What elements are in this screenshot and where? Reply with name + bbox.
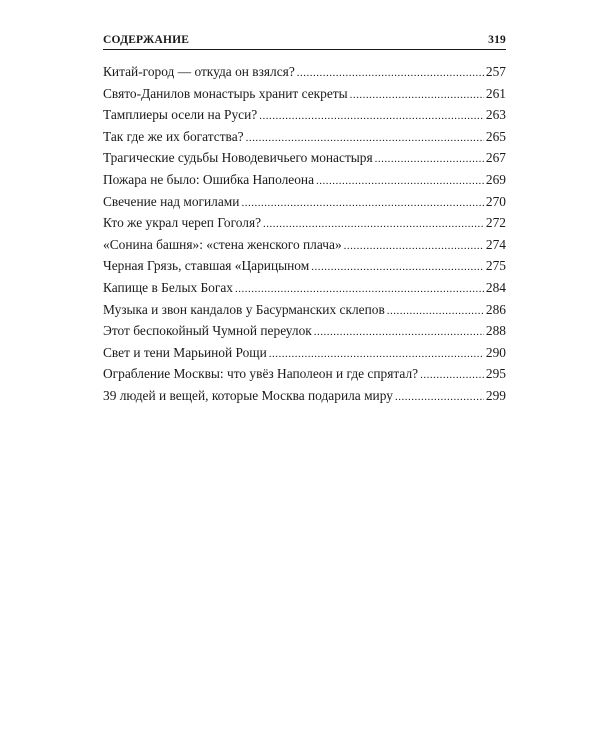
toc-entry-title: Трагические судьбы Новодевичьего монастыря [103,150,373,166]
toc-entry-title: Тамплиеры осели на Руси? [103,107,258,123]
toc-entry-page: 270 [485,193,506,209]
toc-entry-page: 288 [485,323,506,339]
toc-entry [103,62,506,84]
toc-entry [103,127,506,149]
toc-entry-title: Черная Грязь, ставшая «Царицыном [103,258,310,274]
toc-entry-page: 265 [485,128,506,144]
toc-entry-title: Ограбление Москвы: что увёз Наполеон и где спрятал? [103,366,419,382]
toc-entry [103,148,506,170]
toc-entry-page: 263 [485,107,506,123]
toc-entry [103,364,506,386]
toc-entry-title: 39 людей и вещей, которые Москва подарила миру [103,387,393,403]
toc-entry-page: 272 [485,215,506,231]
toc-entry-page: 269 [485,171,506,187]
dot-leader [311,257,484,278]
toc-entry-page: 275 [485,258,506,274]
dot-leader [350,85,484,106]
toc-entry-title: Музыка и звон кандалов у Басурманских склепов [103,301,385,317]
book-page [103,34,506,408]
dot-leader [263,214,484,235]
toc-entry [103,170,506,192]
toc-entry-title: Кто же украл череп Гоголя? [103,215,262,231]
toc-entry [103,321,506,343]
toc-entry-page: 290 [485,344,506,360]
toc-entry-page: 286 [485,301,506,317]
toc-entry-title: Так где же их богатства? [103,128,244,144]
toc-entry-title: Китай-город — откуда он взялся? [103,64,295,79]
toc-entry [103,213,506,235]
toc-entry-page: 274 [485,236,506,252]
dot-leader [297,63,484,84]
table-of-contents [103,62,506,408]
section-title: СОДЕРЖАНИЕ [103,34,190,46]
toc-entry [103,278,506,300]
toc-entry-page: 295 [485,366,506,382]
dot-leader [387,301,484,322]
toc-entry-title: Пожара не было: Ошибка Наполеона [103,171,315,187]
dot-leader [269,344,484,365]
toc-entry-title: Капище в Белых Богах [103,279,233,295]
toc-entry-title: Свято-Данилов монастырь хранит секреты [103,85,348,101]
toc-entry-page: 299 [485,387,506,403]
dot-leader [375,149,484,170]
toc-entry-title: Свет и тени Марьиной Рощи [103,344,267,360]
dot-leader [259,106,484,127]
toc-entry [103,192,506,214]
dot-leader [344,236,484,257]
dot-leader [241,193,483,214]
dot-leader [235,279,484,300]
toc-entry [103,235,506,257]
page-number: 319 [488,34,506,46]
toc-entry-title: Этот беспокойный Чумной переулок [103,323,312,339]
toc-entry-page: 257 [485,64,506,79]
toc-entry-page: 261 [485,85,506,101]
dot-leader [314,322,484,343]
dot-leader [246,128,484,149]
running-head [103,34,506,50]
dot-leader [420,365,484,386]
toc-entry-title: Свечение над могилами [103,193,240,209]
toc-entry [103,343,506,365]
dot-leader [316,171,484,192]
dot-leader [395,387,484,408]
toc-entry [103,256,506,278]
toc-entry [103,105,506,127]
toc-entry [103,386,506,408]
toc-entry-title: «Сонина башня»: «стена женского плача» [103,236,342,252]
toc-entry [103,300,506,322]
toc-entry-page: 267 [485,150,506,166]
toc-entry [103,84,506,106]
toc-entry-page: 284 [485,279,506,295]
